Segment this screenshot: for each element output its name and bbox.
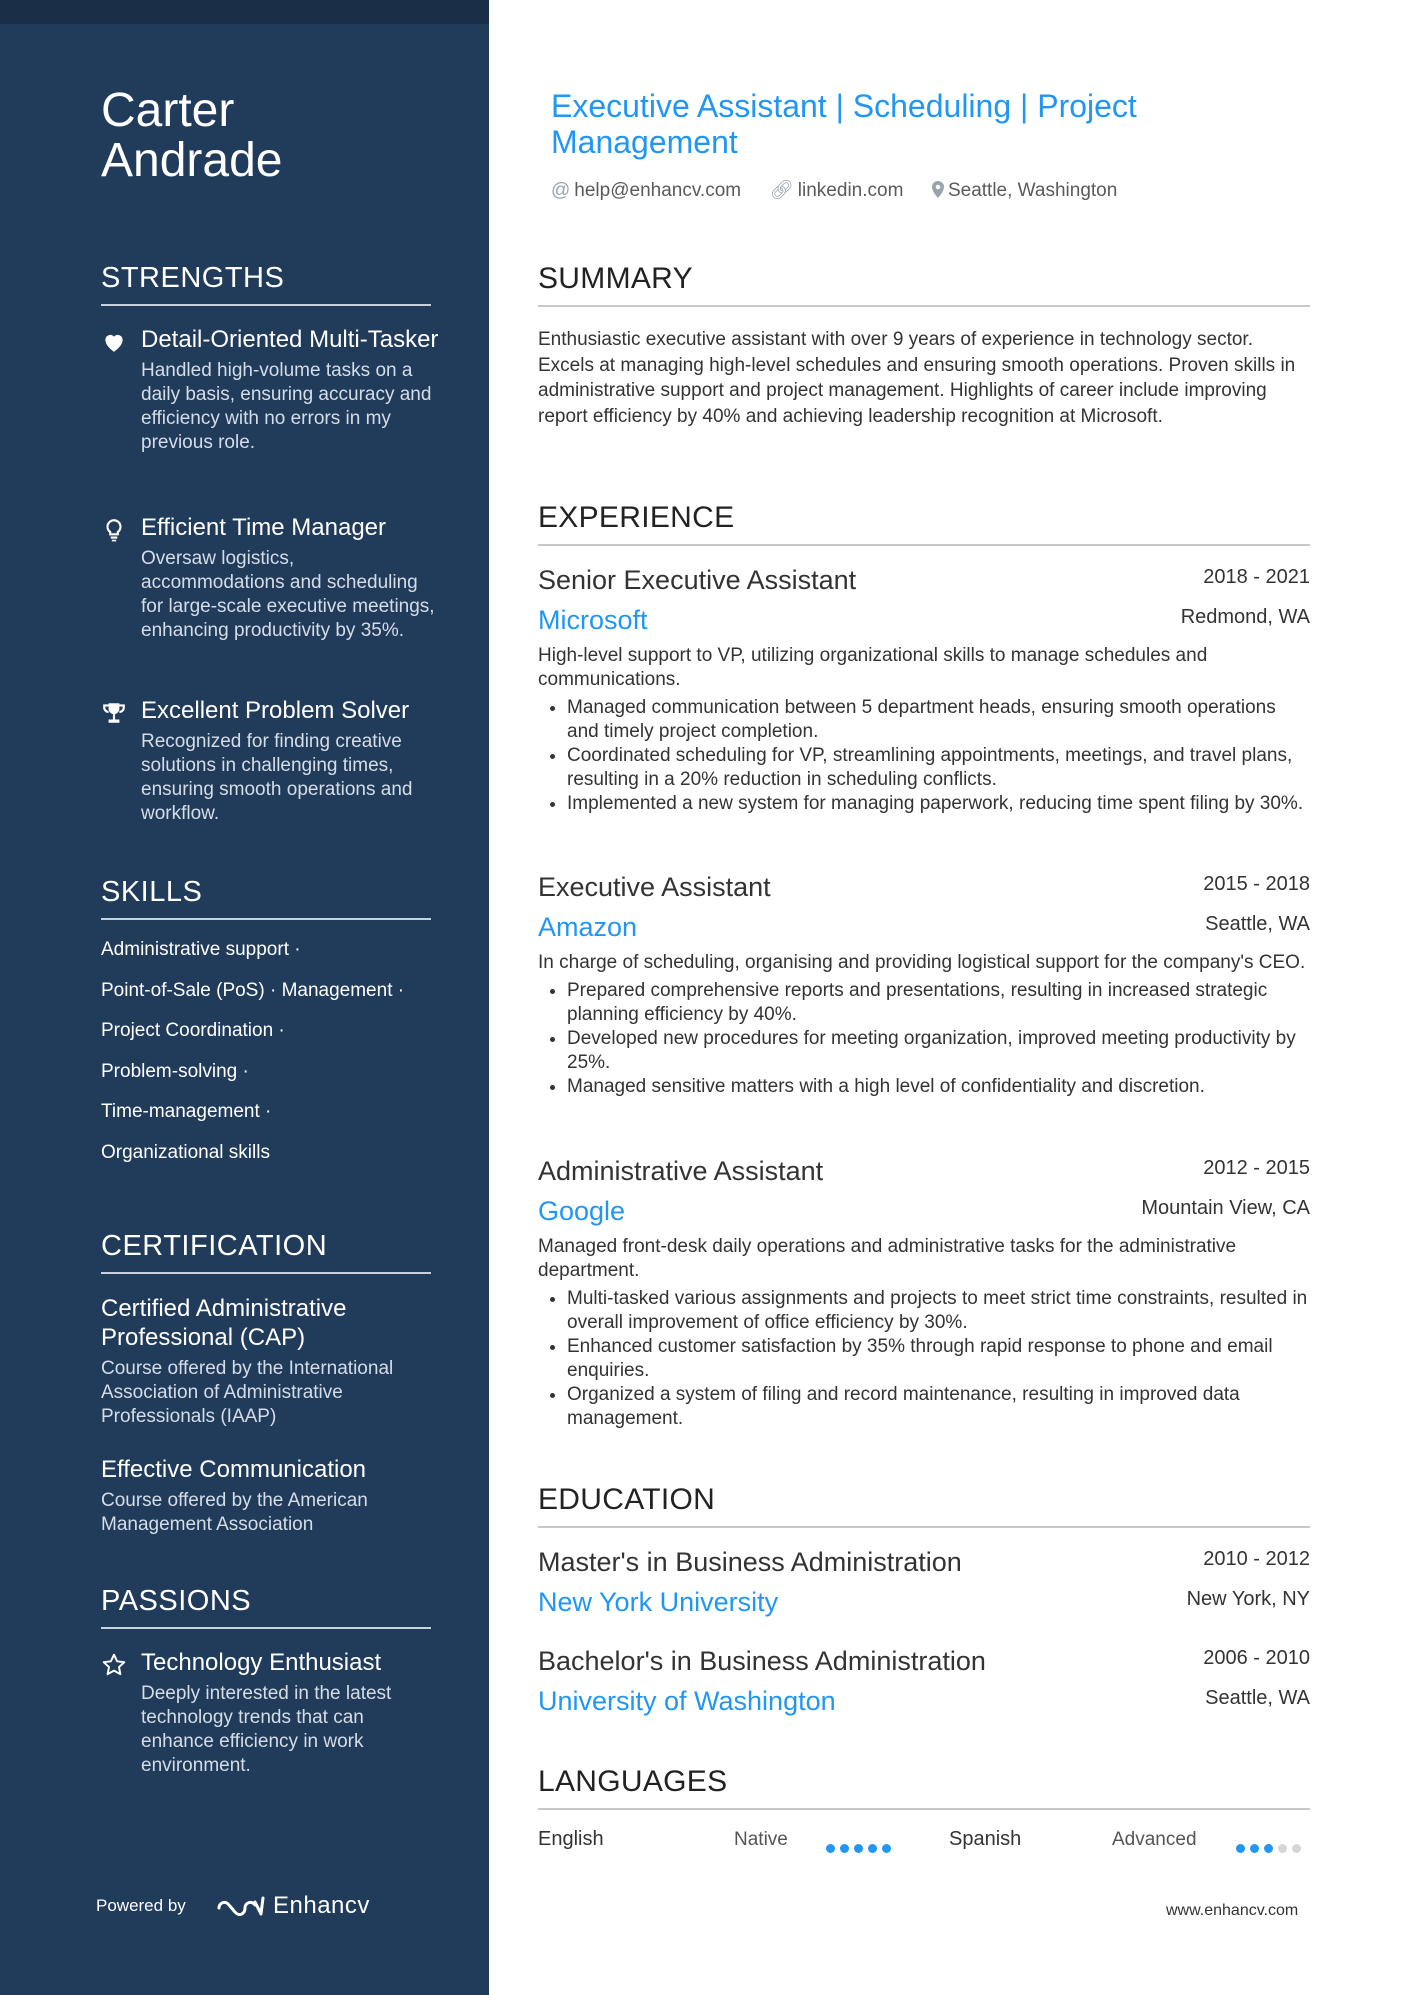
rating-dot-filled bbox=[868, 1844, 877, 1853]
experience-entry bbox=[538, 563, 1310, 816]
strength-desc: Recognized for finding creative solutions in challenging times, ensuring smooth operations and workflow. bbox=[141, 731, 413, 824]
contact-linkedin[interactable]: linkedin.com bbox=[797, 180, 904, 201]
strength-title: Excellent Problem Solver bbox=[141, 697, 410, 724]
job-role: Administrative Assistant bbox=[538, 1156, 824, 1186]
certification-heading: CERTIFICATION bbox=[101, 1230, 431, 1274]
education-entry bbox=[538, 1545, 1310, 1619]
job-bullets bbox=[538, 1287, 1310, 1431]
job-description: High-level support to VP, utilizing organizational skills to manage schedules and communications. bbox=[538, 645, 1208, 690]
trophy-icon bbox=[101, 700, 127, 726]
skills-heading: SKILLS bbox=[101, 876, 431, 920]
enhancv-logo-text[interactable]: Enhancv bbox=[273, 1892, 370, 1919]
job-bullets bbox=[538, 696, 1310, 816]
certification-desc: Course offered by the American Management Association bbox=[101, 1490, 368, 1535]
link-icon: 🔗︎ bbox=[769, 180, 794, 201]
lightbulb-icon bbox=[101, 517, 127, 543]
job-description: Managed front-desk daily operations and administrative tasks for the administrative department. bbox=[538, 1236, 1237, 1281]
list-item: • Multi-tasked various assignments and projects to meet strict time constraints, resulted in overall improvement of office efficiency by 30%. bbox=[567, 1287, 1310, 1335]
certification-title: Certified Administrative Professional (CAP) bbox=[101, 1295, 347, 1351]
list-item: • Managed communication between 5 department heads, ensuring smooth operations and timely project completion. bbox=[567, 696, 1310, 744]
education-degree: Master's in Business Administration bbox=[538, 1547, 962, 1577]
at-icon: @ bbox=[551, 180, 571, 201]
skills-list bbox=[101, 938, 441, 1181]
job-dates: 2012 - 2015 bbox=[1203, 1157, 1310, 1179]
languages-heading: LANGUAGES bbox=[538, 1765, 1310, 1810]
star-icon bbox=[101, 1652, 127, 1678]
contact-location: Seattle, Washington bbox=[947, 180, 1118, 201]
education-school: University of Washington bbox=[538, 1686, 836, 1716]
education-entry bbox=[538, 1644, 1310, 1718]
certification-desc: Course offered by the International Association of Administrative Professionals (IAAP) bbox=[101, 1358, 394, 1427]
job-dates: 2018 - 2021 bbox=[1203, 566, 1310, 588]
job-dates: 2015 - 2018 bbox=[1203, 873, 1310, 895]
job-company: Amazon bbox=[538, 912, 638, 942]
location-pin-icon bbox=[932, 181, 944, 198]
education-location: Seattle, WA bbox=[1205, 1687, 1310, 1709]
passion-title: Technology Enthusiast bbox=[141, 1649, 382, 1676]
education-dates: 2006 - 2010 bbox=[1203, 1647, 1310, 1669]
rating-dot-filled bbox=[882, 1844, 891, 1853]
list-item: • Enhanced customer satisfaction by 35% through rapid response to phone and email enquiries. bbox=[567, 1335, 1310, 1383]
education-dates: 2010 - 2012 bbox=[1203, 1548, 1310, 1570]
education-degree: Bachelor's in Business Administration bbox=[538, 1646, 986, 1676]
job-company: Google bbox=[538, 1196, 626, 1226]
list-item: • Coordinated scheduling for VP, streamlining appointments, meetings, and travel plans, resulting in a 20% reduction in scheduling conflicts. bbox=[567, 744, 1310, 792]
rating-dot-filled bbox=[1250, 1844, 1259, 1853]
education-school: New York University bbox=[538, 1587, 779, 1617]
summary-text: Enthusiastic executive assistant with over 9 years of experience in technology sector. Excels at managing high-level schedules and ensuring smooth operations. Proven skills in administrative support and project management. Highlights of career include improving report efficiency by 40% and achieving leadership recognition at Microsoft. bbox=[538, 329, 1296, 427]
passions-heading: PASSIONS bbox=[101, 1585, 431, 1629]
website-link[interactable]: www.enhancv.com bbox=[1166, 1902, 1299, 1919]
skill-item: Problem-solving · bbox=[101, 1060, 249, 1082]
strength-desc: Handled high-volume tasks on a daily basis, ensuring accuracy and efficiency with no errors in my previous role. bbox=[141, 360, 432, 453]
list-item: • Managed sensitive matters with a high level of confidentiality and discretion. bbox=[567, 1075, 1310, 1099]
rating-dot-filled bbox=[854, 1844, 863, 1853]
rating-dot-filled bbox=[840, 1844, 849, 1853]
passion-desc: Deeply interested in the latest technology trends that can enhance efficiency in work environment. bbox=[141, 1683, 392, 1776]
job-role: Senior Executive Assistant bbox=[538, 565, 857, 595]
rating-dot-filled bbox=[1264, 1844, 1273, 1853]
language-level: Advanced bbox=[1112, 1829, 1197, 1850]
education-heading: EDUCATION bbox=[538, 1483, 1310, 1528]
list-item: • Prepared comprehensive reports and presentations, resulting in increased strategic planning efficiency by 40%. bbox=[567, 979, 1310, 1027]
candidate-name: Carter Andrade bbox=[101, 84, 283, 187]
experience-entry bbox=[538, 870, 1310, 1099]
powered-by-label: Powered by bbox=[96, 1896, 186, 1915]
list-item: • Developed new procedures for meeting organization, improved meeting productivity by 25%. bbox=[567, 1027, 1310, 1075]
language-rating bbox=[1236, 1836, 1306, 1859]
skill-item: Time-management · bbox=[101, 1101, 272, 1122]
rating-dot-empty bbox=[1292, 1844, 1301, 1853]
strength-item bbox=[101, 696, 441, 826]
job-location: Mountain View, CA bbox=[1141, 1197, 1310, 1219]
job-description: In charge of scheduling, organising and providing logistical support for the company's CEO. bbox=[538, 952, 1306, 973]
rating-dot-filled bbox=[826, 1844, 835, 1853]
job-location: Seattle, WA bbox=[1205, 913, 1310, 935]
experience-heading: EXPERIENCE bbox=[538, 501, 1310, 546]
summary-heading: SUMMARY bbox=[538, 262, 1310, 307]
strengths-heading: STRENGTHS bbox=[101, 262, 431, 306]
strength-desc: Oversaw logistics, accommodations and scheduling for large-scale executive meetings, enhancing productivity by 35%. bbox=[141, 548, 435, 641]
certification-item bbox=[101, 1455, 441, 1537]
contact-email[interactable]: help@enhancv.com bbox=[574, 180, 742, 201]
job-bullets bbox=[538, 979, 1310, 1099]
experience-entry bbox=[538, 1154, 1310, 1431]
passion-item bbox=[101, 1648, 441, 1778]
language-name: Spanish bbox=[949, 1828, 1022, 1850]
language-name: English bbox=[538, 1828, 604, 1850]
certification-item bbox=[101, 1294, 441, 1429]
rating-dot-filled bbox=[1236, 1844, 1245, 1853]
strength-title: Detail-Oriented Multi-Tasker bbox=[141, 326, 439, 353]
languages-row bbox=[538, 1828, 1310, 1858]
enhancv-logo-icon[interactable] bbox=[215, 1893, 265, 1923]
strength-item bbox=[101, 325, 441, 455]
job-role: Executive Assistant bbox=[538, 872, 771, 902]
sidebar-top-bar bbox=[0, 0, 489, 24]
skill-item: Organizational skills bbox=[101, 1141, 270, 1163]
job-location: Redmond, WA bbox=[1180, 606, 1310, 628]
contact-bar bbox=[551, 178, 1117, 202]
education-location: New York, NY bbox=[1186, 1588, 1310, 1610]
language-level: Native bbox=[734, 1829, 788, 1850]
language-rating bbox=[826, 1836, 896, 1859]
list-item: • Organized a system of filing and record maintenance, resulting in improved data management. bbox=[567, 1383, 1310, 1431]
skill-item: Project Coordination · bbox=[101, 1020, 285, 1041]
strength-title: Efficient Time Manager bbox=[141, 514, 387, 541]
rating-dot-empty bbox=[1278, 1844, 1287, 1853]
strength-item bbox=[101, 513, 441, 643]
headline: Executive Assistant | Scheduling | Project Management bbox=[551, 88, 1137, 160]
certification-title: Effective Communication bbox=[101, 1456, 367, 1483]
skill-item: Administrative support · bbox=[101, 939, 301, 960]
job-company: Microsoft bbox=[538, 605, 648, 635]
heart-icon bbox=[101, 329, 127, 355]
list-item: • Implemented a new system for managing paperwork, reducing time spent filing by 30%. bbox=[567, 792, 1310, 816]
skill-item: Point-of-Sale (PoS) · Management · bbox=[101, 979, 405, 1001]
